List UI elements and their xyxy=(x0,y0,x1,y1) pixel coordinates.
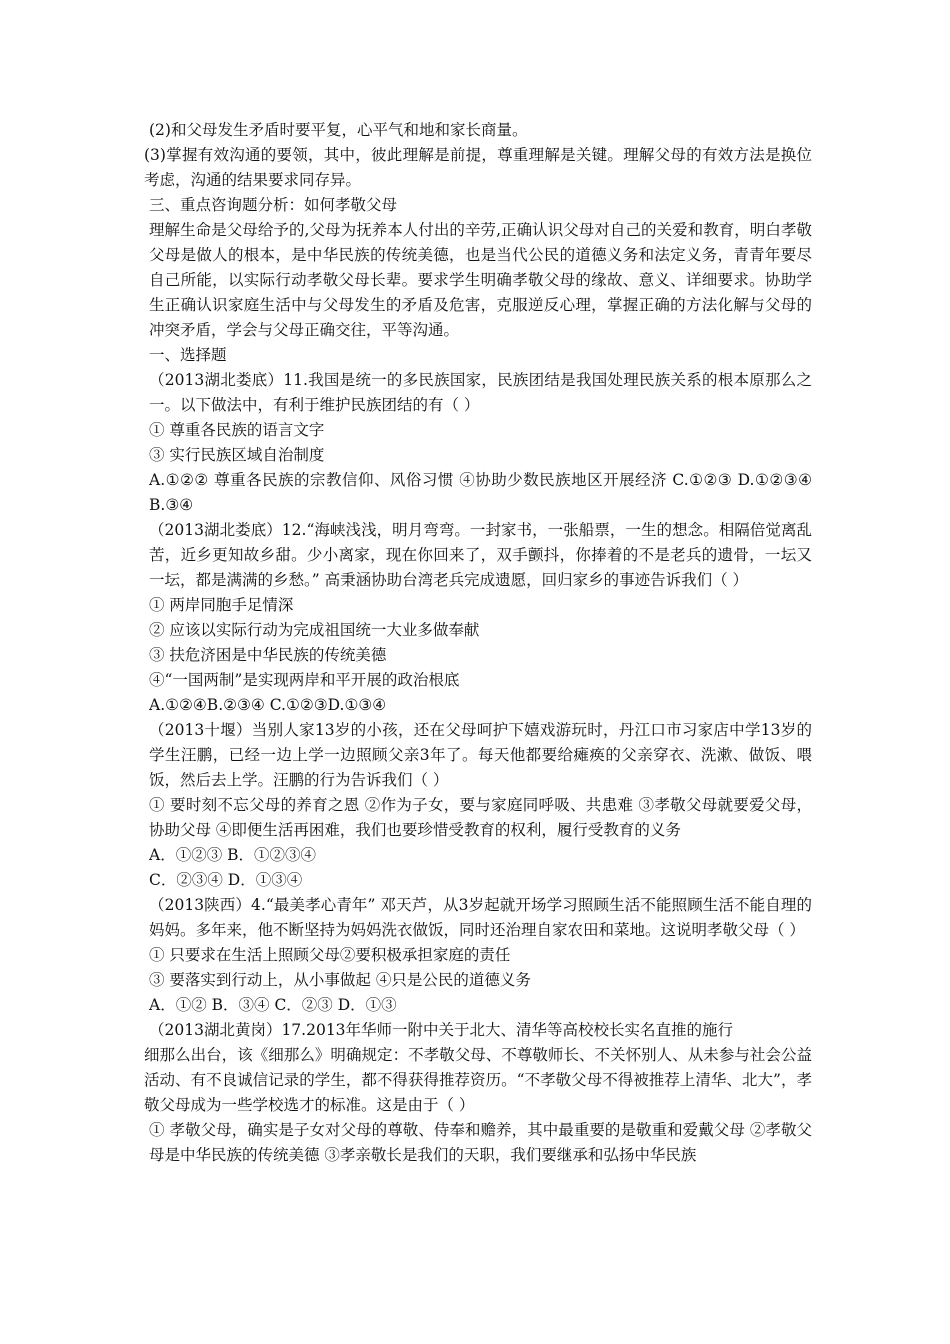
question-shiyan-answers-cd: C．②③④ D．①③④ xyxy=(149,871,303,889)
question-12-option-3: ③ 扶危济困是中华民族的传统美德 xyxy=(149,646,387,664)
paragraph-key-question-body: 理解生命是父母给予的,父母为抚养本人付出的辛劳,正确认识父母对自己的关爱和教育，明白孝敬父母是做人的根本，是中华民族的传统美德，也是当代公民的道德义务和法定义务，青青年要尽自己所能，以实际行动孝敬父母长辈。要求学生明确孝敬父母的缘故、意义、详细要求。协助学生正确认识家庭生活中与父母发生的矛盾及危害，克服逆反心理，掌握正确的方法化解与父母的冲突矛盾，学会与父母正确交往，平等沟通。 xyxy=(149,221,812,339)
question-shiyan-answers-ab: A．①②③ B．①②③④ xyxy=(149,846,317,864)
question-shiyan-stem: （2013十堰）当别人家13岁的小孩，还在父母呵护下嬉戏游玩时，丹江口市习家店中学13岁的学生汪鹏，已经一边上学一边照顾父亲3年了。每天他都要给瘫痪的父亲穿衣、洗漱、做饭、喂饭，然后去上学。汪鹏的行为告诉我们（ ） xyxy=(149,721,812,789)
question-shaanxi-options-12: ① 只要求在生活上照顾父母②要积极承担家庭的责任 xyxy=(149,946,511,964)
question-12-option-1: ① 两岸同胞手足情深 xyxy=(149,596,294,614)
question-17-stem-head: （2013湖北黄岗）17.2013年华师一附中关于北大、清华等高校校长实名直推的施行 xyxy=(149,1021,734,1039)
question-shiyan-options: ① 要时刻不忘父母的养育之恩 ②作为子女，要与家庭同呼吸、共患难 ③孝敬父母就要爱父母，协助父母 ④即便生活再困难，我们也要珍惜受教育的权利，履行受教育的义务 xyxy=(149,796,812,839)
question-shaanxi-answers: A．①② B．③④ C．②③ D．①③ xyxy=(149,996,397,1014)
question-11-option-1: ① 尊重各民族的语言文字 xyxy=(149,421,325,439)
question-12-option-4: ④“一国两制”是实现两岸和平开展的政治根底 xyxy=(149,671,460,689)
question-12-option-2: ② 应该以实际行动为完成祖国统一大业多做奉献 xyxy=(149,621,480,639)
section-heading-choice-questions: 一、选择题 xyxy=(149,346,227,364)
question-17-stem-body: 细那么出台，该《细那么》明确规定：不孝敬父母、不尊敬师长、不关怀别人、从未参与社会公益活动、有不良诚信记录的学生，都不得获得推荐资历。“不孝敬父母不得被推荐上清华、北大”，孝敬父母成为一些学校选才的标准。这是由于（ ） xyxy=(144,1046,812,1114)
question-shaanxi-stem: （2013陕西）4.“最美孝心青年” 邓天芦，从3岁起就开场学习照顾生活不能照顾生活不能自理的妈妈。多年来，他不断坚持为妈妈洗衣做饭，同时还治理自家农田和菜地。这说明孝敬父母（ ） xyxy=(149,896,812,939)
question-12-answers: A.①②④B.②③④ C.①②③D.①③④ xyxy=(149,696,387,714)
section-heading-key-question: 三、重点咨询题分析：如何孝敬父母 xyxy=(149,196,398,214)
paragraph-resolve-conflict: (2)和父母发生矛盾时要平复，心平气和地和家长商量。 xyxy=(149,121,528,139)
question-17-options: ① 孝敬父母，确实是子女对父母的尊敬、侍奉和赡养，其中最重要的是敬重和爱戴父母 ②孝敬父母是中华民族的传统美德 ③孝亲敬长是我们的天职，我们要继承和弘扬中华民族 xyxy=(149,1121,812,1164)
question-11-option-3: ③ 实行民族区域自治制度 xyxy=(149,446,325,464)
question-12-stem: （2013湖北娄底）12.“海峡浅浅，明月弯弯。一封家书，一张船票，一生的想念。相隔倍觉离乱苦，近乡更知故乡甜。少小离家，现在你回来了，双手颤抖，你捧着的不是老兵的遗骨，一坛又一坛，都是满满的乡愁。” 高秉涵协助台湾老兵完成遗愿，回归家乡的事迹告诉我们（ ） xyxy=(149,521,812,589)
question-11-stem: （2013湖北娄底）11.我国是统一的多民族国家，民族团结是我国处理民族关系的根本原那么之一。以下做法中，有利于维护民族团结的有（ ） xyxy=(149,371,812,414)
question-shaanxi-options-34: ③ 要落实到行动上，从小事做起 ④只是公民的道德义务 xyxy=(149,971,531,989)
paragraph-effective-communication: (3)掌握有效沟通的要领，其中，彼此理解是前提，尊重理解是关键。理解父母的有效方法是换位考虑，沟通的结果要求同存异。 xyxy=(144,146,812,189)
document-page xyxy=(144,118,812,1168)
question-11-answers: A.①②② 尊重各民族的宗教信仰、风俗习惯 ④协助少数民族地区开展经济 C.①②③ D.①②③④ B.③④ xyxy=(149,471,812,514)
